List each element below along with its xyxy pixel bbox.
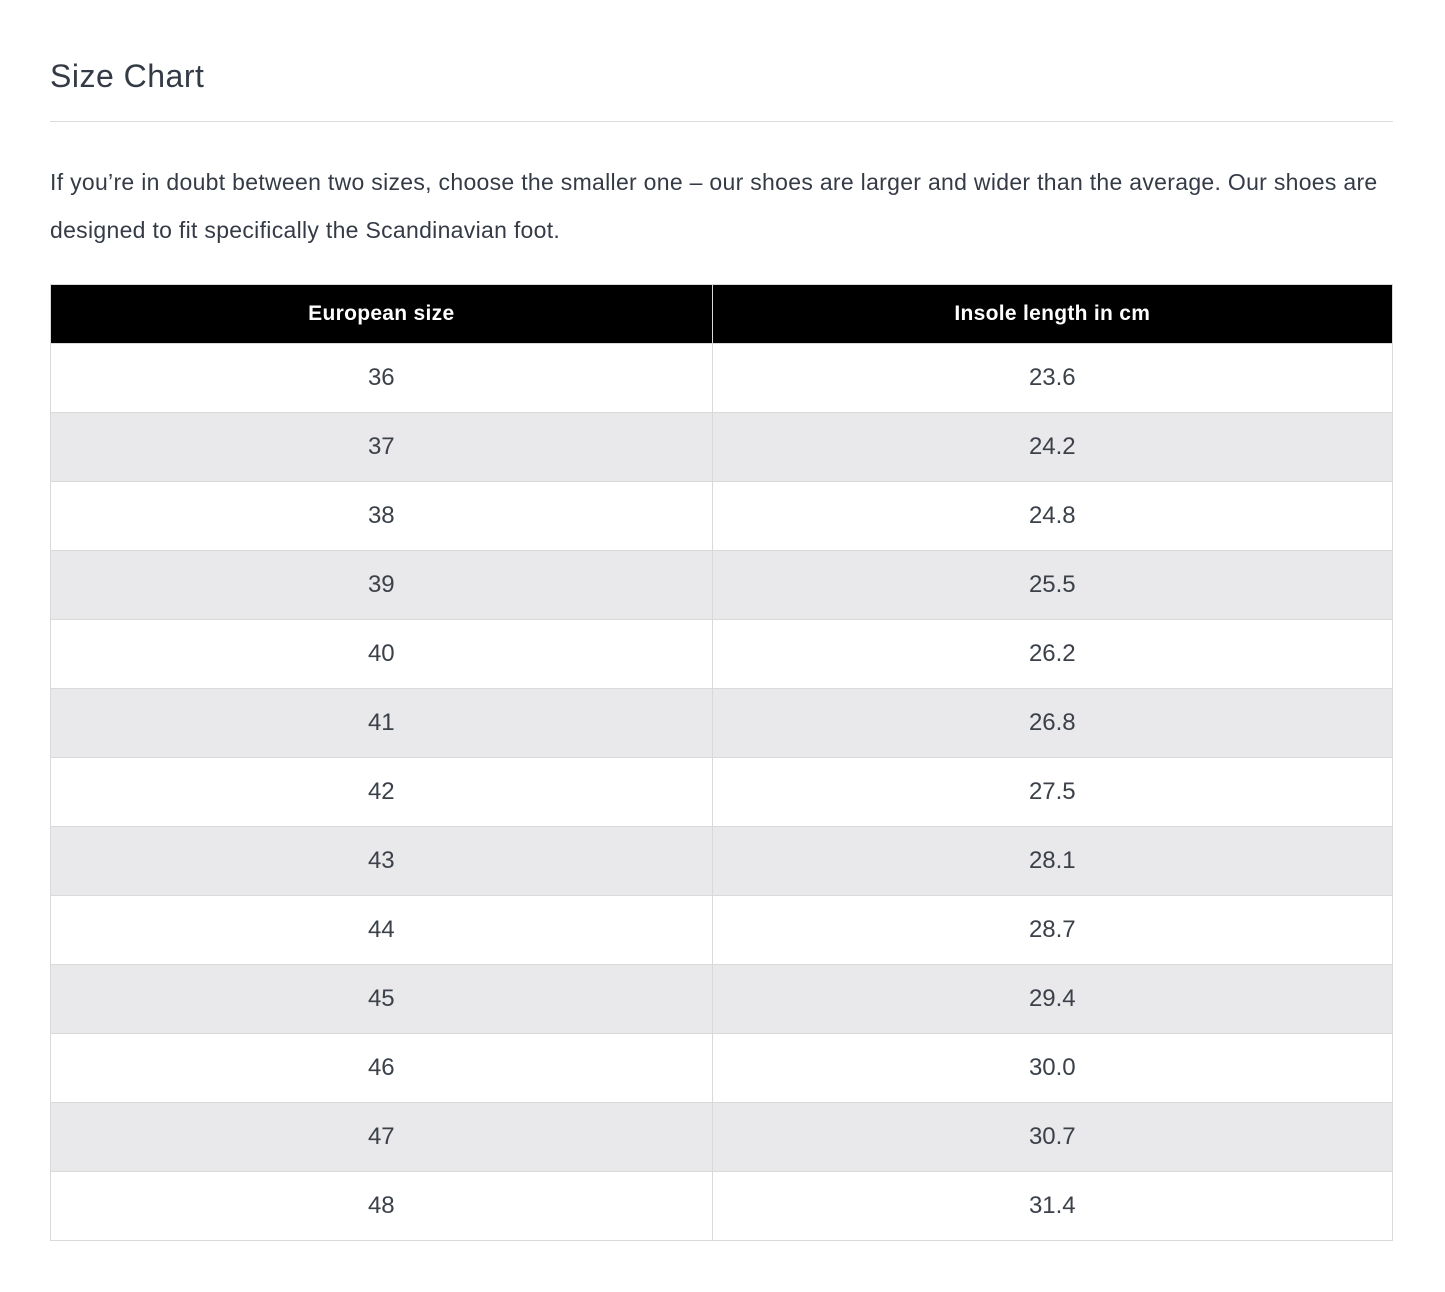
table-head <box>51 285 1393 344</box>
title-divider <box>50 121 1393 122</box>
table-cell: 47 <box>51 1103 713 1172</box>
table-cell: 46 <box>51 1034 713 1103</box>
table-row <box>51 1034 1393 1103</box>
table-cell: 30.0 <box>712 1034 1392 1103</box>
table-cell: 24.2 <box>712 413 1392 482</box>
table-cell: 37 <box>51 413 713 482</box>
table-row <box>51 620 1393 689</box>
table-row <box>51 482 1393 551</box>
size-chart-table <box>50 284 1393 1241</box>
table-row <box>51 413 1393 482</box>
table-cell: 31.4 <box>712 1172 1392 1241</box>
table-cell: 48 <box>51 1172 713 1241</box>
table-row <box>51 1172 1393 1241</box>
table-row <box>51 896 1393 965</box>
table-cell: 24.8 <box>712 482 1392 551</box>
table-cell: 26.2 <box>712 620 1392 689</box>
table-cell: 23.6 <box>712 344 1392 413</box>
table-cell: 38 <box>51 482 713 551</box>
table-row <box>51 758 1393 827</box>
sizing-note-text: If you’re in doubt between two sizes, choose the smaller one – our shoes are larger and wider than the average. Our shoes are designed to fit specifically the Scandinavian foot. <box>50 169 1378 243</box>
table-cell: 28.7 <box>712 896 1392 965</box>
table-cell: 44 <box>51 896 713 965</box>
table-cell: 26.8 <box>712 689 1392 758</box>
column-header-insole-length: Insole length in cm <box>712 285 1392 344</box>
table-row <box>51 689 1393 758</box>
column-header-european-size: European size <box>51 285 713 344</box>
table-cell: 43 <box>51 827 713 896</box>
table-header-row <box>51 285 1393 344</box>
table-cell: 25.5 <box>712 551 1392 620</box>
table-cell: 27.5 <box>712 758 1392 827</box>
table-cell: 45 <box>51 965 713 1034</box>
table-row <box>51 1103 1393 1172</box>
table-cell: 42 <box>51 758 713 827</box>
table-cell: 36 <box>51 344 713 413</box>
table-cell: 28.1 <box>712 827 1392 896</box>
table-row <box>51 827 1393 896</box>
table-cell: 29.4 <box>712 965 1392 1034</box>
page-title: Size Chart <box>50 58 205 94</box>
table-cell: 39 <box>51 551 713 620</box>
table-cell: 41 <box>51 689 713 758</box>
table-row <box>51 551 1393 620</box>
table-cell: 40 <box>51 620 713 689</box>
table-row <box>51 965 1393 1034</box>
table-cell: 30.7 <box>712 1103 1392 1172</box>
table-body <box>51 344 1393 1241</box>
table-row <box>51 344 1393 413</box>
